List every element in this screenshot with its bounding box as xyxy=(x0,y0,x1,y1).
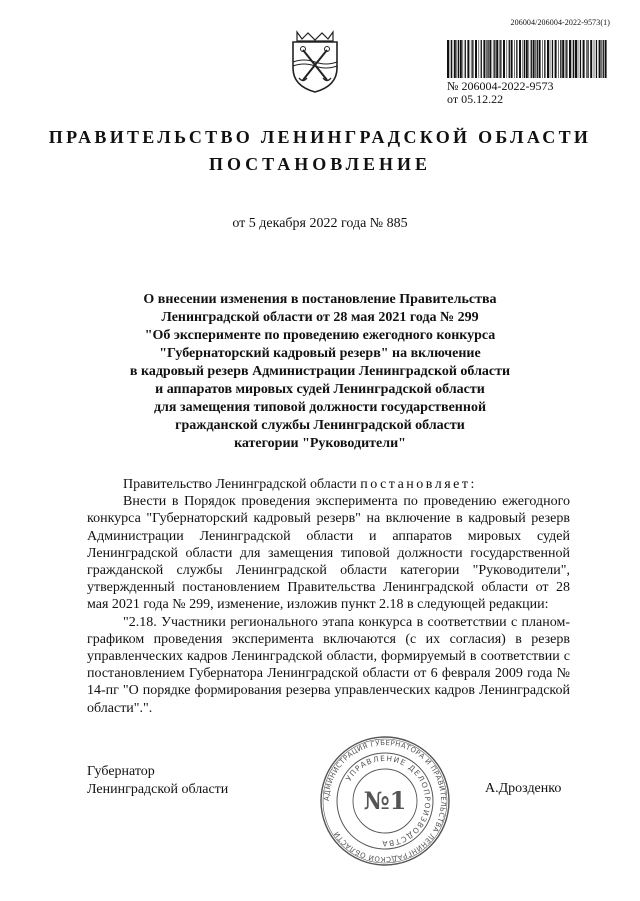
barcode-bar xyxy=(516,40,517,78)
barcode-bar xyxy=(483,40,485,78)
barcode-bar xyxy=(467,40,469,78)
barcode-bar xyxy=(539,40,541,78)
barcode-bar xyxy=(562,40,564,78)
barcode-bar xyxy=(486,40,487,78)
barcode-bar xyxy=(544,40,545,78)
barcode-bar xyxy=(465,40,466,78)
barcode-bar xyxy=(475,40,477,78)
lead-paragraph xyxy=(87,476,570,493)
barcode-bar xyxy=(560,40,561,78)
signatory-name: А.Дрозденко xyxy=(485,781,562,796)
title-line: гражданской службы Ленинградской области xyxy=(175,418,465,433)
barcode-bar xyxy=(578,40,579,78)
barcode-bar xyxy=(596,40,597,78)
title-line: Ленинградской области от 28 мая 2021 года № 299 xyxy=(161,310,479,325)
barcode-bar xyxy=(496,40,498,78)
signatory-position xyxy=(87,763,228,799)
barcode-bar xyxy=(500,40,501,78)
barcode-bar xyxy=(572,40,573,78)
lead-verb: постановляет: xyxy=(360,477,477,492)
government-heading: ПРАВИТЕЛЬСТВО ЛЕНИНГРАДСКОЙ ОБЛАСТИ xyxy=(48,127,592,147)
barcode-bar xyxy=(509,40,510,78)
barcode-bar xyxy=(493,40,494,78)
document-reference: 206004/206004-2022-9573(1) xyxy=(510,18,610,27)
barcode-bar xyxy=(550,40,551,78)
barcode-bar xyxy=(526,40,528,78)
barcode-bar xyxy=(457,40,458,78)
barcode-bar xyxy=(450,40,451,78)
lead-text: Правительство Ленинградской области xyxy=(123,477,357,492)
barcode-bar xyxy=(586,40,587,78)
title-line: и аппаратов мировых судей Ленинградской области xyxy=(155,382,485,397)
barcode-bar xyxy=(454,40,456,78)
barcode-bar xyxy=(533,40,535,78)
barcode-bar xyxy=(566,40,567,78)
resolution-body xyxy=(87,476,570,717)
position-line: Губернатор xyxy=(87,764,155,779)
barcode xyxy=(447,40,607,78)
registration-info xyxy=(447,80,553,106)
barcode-bar xyxy=(460,40,462,78)
official-stamp xyxy=(318,734,452,868)
barcode-bar xyxy=(565,40,566,78)
barcode-bar xyxy=(542,40,543,78)
barcode-bar xyxy=(447,40,449,78)
barcode-bar xyxy=(555,40,557,78)
barcode-bar xyxy=(514,40,515,78)
registration-number: № 206004-2022-9573 xyxy=(447,79,554,93)
barcode-bar xyxy=(535,40,536,78)
barcode-bar xyxy=(458,40,459,78)
barcode-bar xyxy=(507,40,508,78)
coat-of-arms-emblem xyxy=(287,28,343,94)
title-line: для замещения типовой должности государственной xyxy=(153,400,487,415)
barcode-bar xyxy=(558,40,559,78)
title-line: "Губернаторский кадровый резерв" на включение xyxy=(159,346,481,361)
barcode-bar xyxy=(594,40,595,78)
barcode-bar xyxy=(451,40,452,78)
registration-date: от 05.12.22 xyxy=(447,92,504,106)
barcode-bar xyxy=(573,40,574,78)
resolution-title xyxy=(90,291,550,453)
stamp-ring-text: АДМИНИСТРАЦИЯ ГУБЕРНАТОРА И ПРАВИТЕЛЬСТВА ЛЕНИНГРАДСКОЙ ОБЛАСТИ xyxy=(322,738,448,864)
barcode-bar xyxy=(523,40,524,78)
barcode-bar xyxy=(499,40,500,78)
barcode-bar xyxy=(590,40,592,78)
position-line: Ленинградской области xyxy=(87,782,229,797)
barcode-bar xyxy=(471,40,472,78)
barcode-bar xyxy=(575,40,577,78)
barcode-bar xyxy=(487,40,488,78)
barcode-bar xyxy=(489,40,491,78)
paragraph-amendment: Внести в Порядок проведения эксперимента по проведению ежегодного конкурса "Губернаторский кадровый резерв" на включение в кадровый резерв Администрации Ленинградской области и аппаратов мировых судей Ленинградской области для замещения типовой должности государственной гражданской службы Ленинградской области категории "Руководители", утвержденный постановлением Правительства Ленинградской области от 28 мая 2021 года № 299, изменение, изложив пункт 2.18 в следующей редакции: xyxy=(87,494,570,613)
title-line: О внесении изменения в постановление Правительства xyxy=(143,292,497,307)
document-type-heading: ПОСТАНОВЛЕНИЕ xyxy=(208,154,432,174)
barcode-bar xyxy=(519,40,521,78)
barcode-bar xyxy=(531,40,532,78)
barcode-bar xyxy=(605,40,607,78)
barcode-bar xyxy=(601,40,602,78)
barcode-bar xyxy=(599,40,601,78)
title-line: категории "Руководители" xyxy=(234,436,406,451)
barcode-bar xyxy=(529,40,530,78)
stamp-number: №1 xyxy=(363,786,407,815)
barcode-bar xyxy=(494,40,495,78)
barcode-bar xyxy=(603,40,604,78)
barcode-bar xyxy=(511,40,513,78)
title-line: в кадровый резерв Администрации Ленинградской области xyxy=(129,364,511,379)
barcode-bar xyxy=(569,40,571,78)
barcode-bar xyxy=(552,40,553,78)
paragraph-new-wording: "2.18. Участники регионального этапа конкурса в соответствии с планом-графиком проведения эксперимента включаются (с их согласия) в резерв управленческих кадров Ленинградской области, формируемый в соответствии с постановлением Губернатора Ленинградской области от 6 февраля 2009 года № 14-пг "О порядке формирования резерва управленческих кадров Ленинградской области".". xyxy=(87,614,570,716)
resolution-date-number: от 5 декабря 2022 года № 885 xyxy=(232,216,408,231)
barcode-bar xyxy=(479,40,480,78)
barcode-bar xyxy=(472,40,473,78)
title-line: "Об эксперименте по проведению ежегодного конкурса xyxy=(144,328,496,343)
barcode-bar xyxy=(547,40,549,78)
barcode-bar xyxy=(583,40,585,78)
barcode-bar xyxy=(580,40,581,78)
barcode-bar xyxy=(503,40,505,78)
barcode-bar xyxy=(587,40,588,78)
barcode-bar xyxy=(537,40,538,78)
barcode-bar xyxy=(463,40,464,78)
barcode-bar xyxy=(524,40,525,78)
stamp-inner-text: УПРАВЛЕНИЕ ДЕЛОПРОИЗВОДСТВА xyxy=(343,753,433,849)
barcode-bar xyxy=(481,40,482,78)
